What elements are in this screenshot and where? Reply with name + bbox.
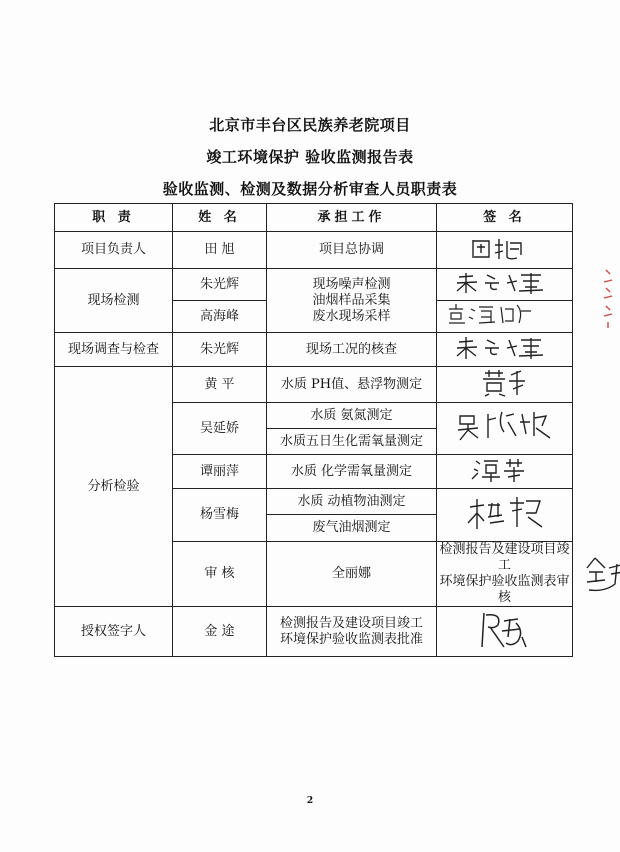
signature-cell	[437, 489, 573, 542]
signature-cell	[437, 367, 573, 403]
role-cell: 现场调查与检查	[55, 333, 173, 367]
work-cell: 水质 氨氮测定	[267, 403, 437, 429]
handwritten-signature	[445, 269, 565, 295]
document-subtitle: 竣工环境保护 验收监测报告表	[206, 148, 414, 166]
handwritten-signature	[460, 607, 550, 651]
work-line: 检测报告及建设项目竣工	[439, 542, 570, 573]
signature-cell	[437, 333, 573, 367]
work-line: 环境保护验收监测表审核	[439, 574, 570, 605]
table-row	[55, 232, 573, 269]
table-header-row	[55, 204, 573, 232]
name-cell: 全丽娜	[267, 542, 437, 607]
role-cell: 项目负责人	[55, 232, 173, 269]
table-row	[55, 367, 573, 403]
header-name: 姓 名	[173, 204, 267, 232]
role-cell: 审 核	[173, 542, 267, 607]
name-cell: 黄 平	[173, 367, 267, 403]
role-cell: 现场检测	[55, 269, 173, 333]
header-sign: 签 名	[437, 204, 573, 232]
name-cell: 朱光辉	[173, 333, 267, 367]
work-cell: 项目总协调	[267, 232, 437, 269]
handwritten-signature	[445, 333, 565, 361]
work-cell	[267, 607, 437, 657]
handwritten-signature	[445, 301, 565, 327]
name-cell: 田 旭	[173, 232, 267, 269]
work-line: 现场噪声检测	[312, 276, 391, 292]
handwritten-signature	[455, 233, 555, 263]
name-cell: 朱光辉	[173, 269, 267, 301]
handwritten-signature	[460, 455, 550, 483]
handwritten-signature	[460, 493, 550, 533]
signature-cell	[437, 269, 573, 301]
handwritten-signature	[575, 550, 620, 594]
header-work: 承担工作	[267, 204, 437, 232]
name-cell: 金 途	[173, 607, 267, 657]
handwritten-signature	[465, 367, 545, 397]
signature-cell	[437, 301, 573, 333]
table-row	[55, 269, 573, 301]
work-line: 废水现场采样	[312, 308, 391, 324]
work-cell	[437, 542, 573, 607]
work-line: 油烟样品采集	[312, 292, 391, 308]
header-role: 职 责	[55, 204, 173, 232]
handwritten-signature	[450, 406, 560, 446]
table-row	[55, 333, 573, 367]
role-cell: 分析检验	[55, 367, 173, 607]
name-cell: 吴延娇	[173, 403, 267, 455]
name-cell: 谭丽萍	[173, 455, 267, 489]
signature-cell	[437, 403, 573, 455]
work-line: 环境保护验收监测表批准	[279, 631, 423, 647]
document-title: 北京市丰台区民族养老院项目	[209, 116, 411, 134]
table-title: 验收监测、检测及数据分析审查人员职责表	[162, 180, 458, 198]
work-cell: 现场工况的核查	[267, 333, 437, 367]
table-row	[55, 607, 573, 657]
name-cell: 杨雪梅	[173, 489, 267, 542]
role-cell: 授权签字人	[55, 607, 173, 657]
work-cell: 废气油烟测定	[267, 515, 437, 542]
signature-cell	[437, 232, 573, 269]
work-line: 检测报告及建设项目竣工	[279, 615, 423, 631]
page-number: 2	[306, 796, 314, 806]
work-cell	[267, 269, 437, 333]
work-cell: 水质五日生化需氧量测定	[267, 429, 437, 455]
signature-cell	[437, 455, 573, 489]
work-cell: 水质 化学需氧量测定	[267, 455, 437, 489]
work-cell: 水质 动植物油测定	[267, 489, 437, 515]
signature-cell	[437, 607, 573, 657]
red-stamp-edge	[600, 268, 618, 348]
work-cell: 水质 PH值、悬浮物测定	[267, 367, 437, 403]
responsibility-table	[54, 203, 573, 657]
name-cell: 高海峰	[173, 301, 267, 333]
